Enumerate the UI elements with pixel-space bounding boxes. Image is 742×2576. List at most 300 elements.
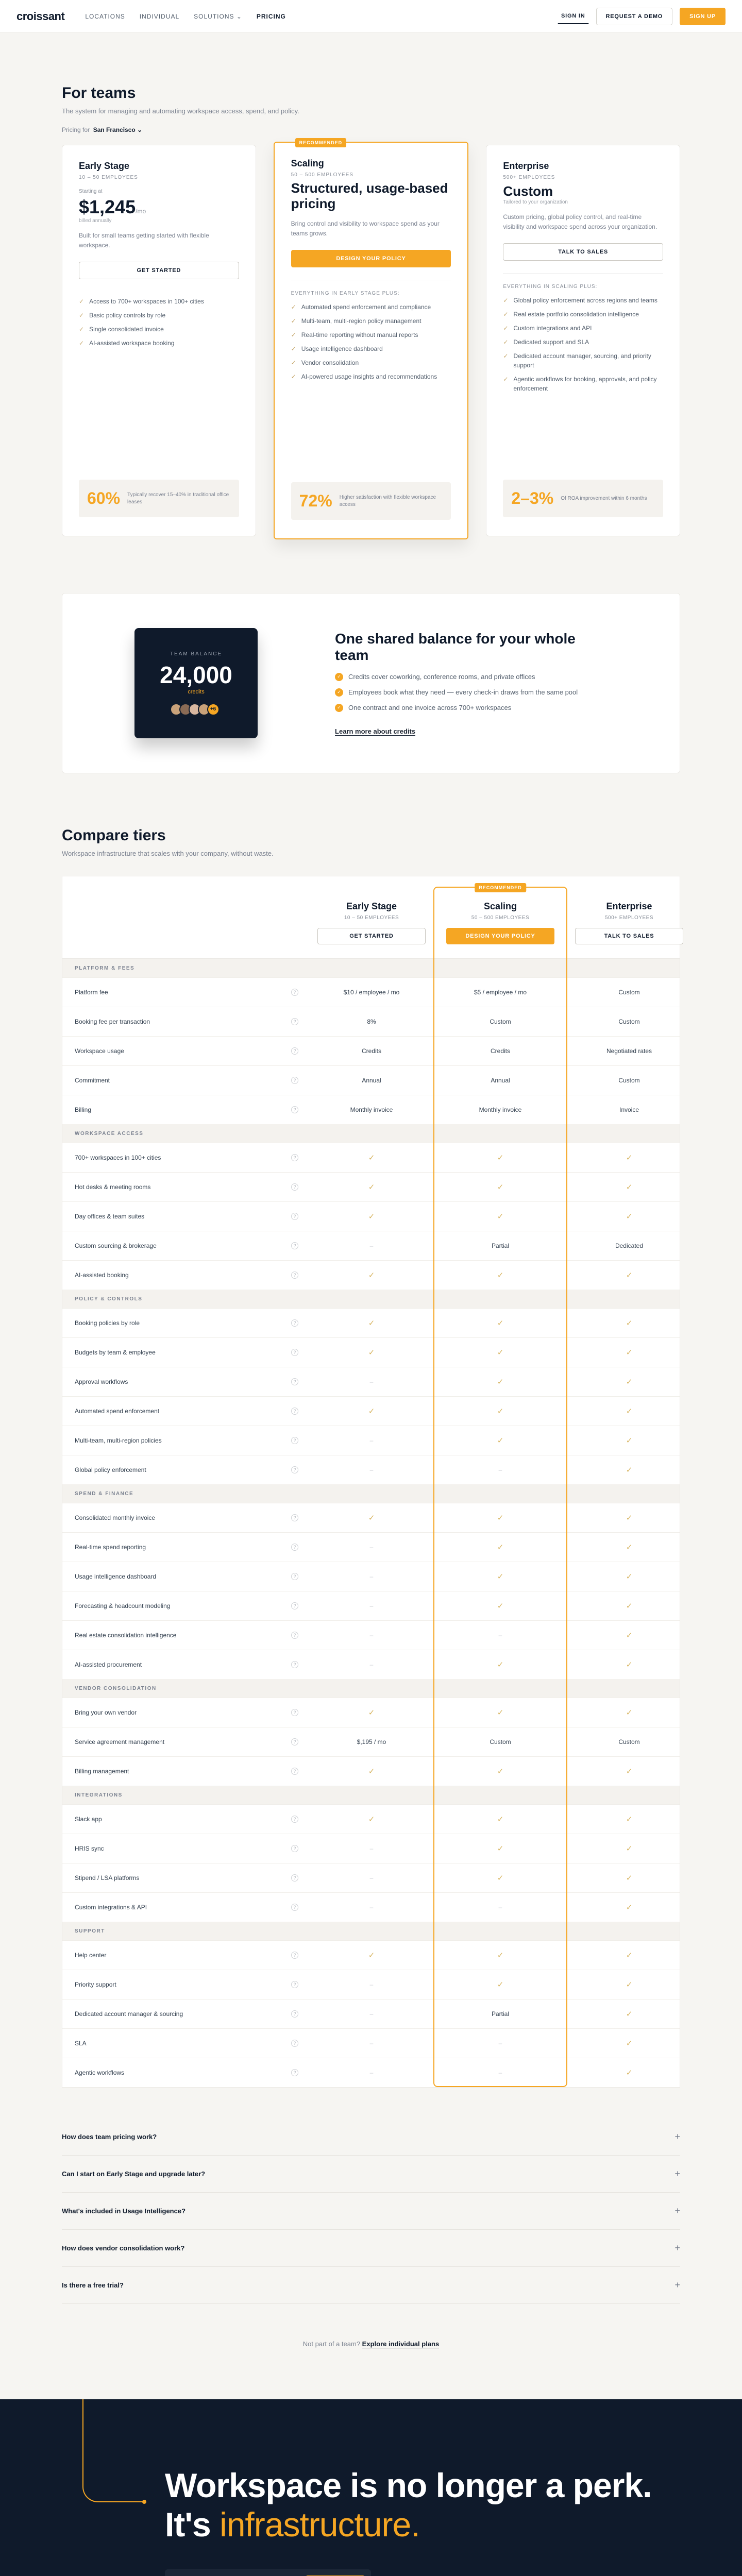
value-cell (310, 1544, 433, 1551)
check-icon: ✓ (368, 1183, 375, 1192)
info-icon[interactable]: ? (291, 1952, 298, 1959)
value-cell (433, 1242, 567, 1249)
value-cell (433, 1767, 567, 1776)
feature-text: Real-time reporting without manual reports (301, 331, 418, 339)
value-cell (433, 1951, 567, 1960)
table-row (62, 1143, 680, 1172)
value-cell (310, 1573, 433, 1580)
value-cell (433, 1436, 567, 1445)
avatar-more: +6 (207, 703, 220, 716)
nav-link[interactable]: INDIVIDUAL (139, 12, 180, 20)
top-nav (0, 0, 742, 33)
check-icon: ✓ (291, 359, 296, 367)
check-icon: ✓ (497, 1514, 504, 1522)
dash-icon: – (369, 1378, 374, 1385)
value-cell (310, 1153, 433, 1162)
plan-card-early (62, 145, 256, 536)
info-icon[interactable]: ? (291, 1514, 298, 1521)
tier-name: Enterprise (606, 901, 652, 911)
faq-item[interactable] (62, 2119, 680, 2156)
value-cell (310, 1182, 433, 1192)
table-row (62, 1231, 680, 1260)
feature-name: Real estate consolidation intelligence (75, 1632, 177, 1639)
compare-title: Compare tiers (62, 827, 166, 844)
info-icon[interactable]: ? (291, 1437, 298, 1444)
dash-icon: – (369, 1242, 374, 1249)
feature-cell (62, 1018, 310, 1025)
feature-cell (62, 1047, 310, 1055)
info-icon[interactable]: ? (291, 1709, 298, 1716)
check-icon: ✓ (291, 303, 296, 311)
table-row (62, 1007, 680, 1036)
city-selector[interactable]: San Francisco ⌄ (93, 126, 143, 133)
talk-to-sales-button[interactable]: TALK TO SALES (503, 243, 663, 261)
check-icon: ✓ (626, 1212, 633, 1221)
feature-text: AI-assisted workspace booking (89, 340, 175, 347)
feature-text: Single consolidated invoice (89, 326, 164, 333)
info-icon[interactable]: ? (291, 1319, 298, 1327)
credits-title: One shared balance for your whole team (335, 630, 576, 663)
info-icon[interactable]: ? (291, 1632, 298, 1639)
table-row (62, 1698, 680, 1727)
faq-question: How does team pricing work? (62, 2133, 157, 2141)
info-icon[interactable]: ? (291, 1106, 298, 1113)
check-icon: ✓ (497, 1844, 504, 1853)
plan-name: Scaling (291, 158, 324, 168)
info-icon[interactable]: ? (291, 1018, 298, 1025)
info-icon[interactable]: ? (291, 1047, 298, 1055)
individual-plans-link[interactable]: Explore individual plans (362, 2340, 440, 2348)
dash-icon: – (369, 1602, 374, 1609)
feature-name: Real-time spend reporting (75, 1544, 146, 1551)
feature-cell (62, 1213, 310, 1220)
value-cell (310, 1348, 433, 1357)
design-policy-button[interactable]: DESIGN YOUR POLICY (291, 250, 451, 267)
demo-form (165, 2569, 371, 2576)
value-text: Custom (618, 1018, 640, 1025)
value-cell (433, 1106, 567, 1113)
feature-text: AI-powered usage insights and recommendations (301, 373, 437, 381)
plus-icon: + (674, 2206, 680, 2216)
feature-item (503, 310, 663, 319)
info-icon[interactable]: ? (291, 2069, 298, 2076)
value-cell (310, 1874, 433, 1882)
value-cell (433, 1738, 567, 1745)
value-text: Custom (490, 1738, 511, 1745)
value-cell (433, 1182, 567, 1192)
value-cell (567, 1631, 691, 1640)
info-icon[interactable]: ? (291, 1845, 298, 1852)
feature-cell (62, 1077, 310, 1084)
recommended-badge: RECOMMENDED (295, 138, 347, 147)
check-icon: ✓ (497, 1708, 504, 1717)
feature-cell (62, 1349, 310, 1356)
teams-title: For teams (62, 84, 136, 101)
feature-text: Global policy enforcement across regions and teams (513, 297, 657, 304)
value-cell (433, 2069, 567, 2076)
plan-name: Enterprise (503, 161, 549, 171)
feature-text: Custom integrations and API (513, 325, 592, 332)
check-icon: ✓ (335, 688, 343, 697)
value-cell (310, 1513, 433, 1522)
feature-cell (62, 2040, 310, 2047)
feature-cell (62, 2010, 310, 2018)
info-icon[interactable]: ? (291, 1466, 298, 1473)
feature-name: Day offices & team suites (75, 1213, 145, 1220)
feature-item (79, 338, 239, 348)
info-icon[interactable]: ? (291, 1408, 298, 1415)
value-cell (310, 989, 433, 996)
info-icon[interactable]: ? (291, 1661, 298, 1668)
check-icon: ✓ (368, 1767, 375, 1776)
feature-cell (62, 1738, 310, 1745)
feature-text: Basic policy controls by role (89, 312, 166, 319)
dash-icon: – (369, 1466, 374, 1473)
plan-price: $1,245/mo (79, 196, 146, 217)
feature-item (79, 311, 239, 320)
table-row (62, 1620, 680, 1650)
plan-tagline: Tailored to your organization (503, 199, 568, 205)
value-text: $5 / employee / mo (474, 989, 527, 996)
feature-name: Billing (75, 1106, 92, 1113)
table-row (62, 1727, 680, 1756)
info-icon[interactable]: ? (291, 1154, 298, 1161)
table-row (62, 1591, 680, 1620)
features-head: EVERYTHING IN EARLY STAGE PLUS: (291, 280, 451, 296)
info-icon[interactable]: ? (291, 1874, 298, 1882)
value-cell (567, 1844, 691, 1853)
plan-employees: 500+ EMPLOYEES (503, 175, 555, 180)
feature-cell (62, 1632, 310, 1639)
info-icon[interactable]: ? (291, 1602, 298, 1609)
nav-link[interactable]: SOLUTIONS ⌄ (194, 12, 242, 20)
value-text: Credits (361, 1047, 381, 1055)
value-cell (567, 989, 691, 996)
check-icon: ✓ (291, 331, 296, 339)
info-icon[interactable]: ? (291, 1183, 298, 1191)
check-icon: ✓ (368, 1154, 375, 1162)
feature-name: Priority support (75, 1981, 116, 1988)
check-icon: ✓ (626, 1767, 633, 1776)
value-cell (567, 1106, 691, 1113)
table-row (62, 1532, 680, 1562)
learn-credits-link[interactable]: Learn more about credits (335, 727, 416, 735)
table-row (62, 1999, 680, 2028)
feature-item (503, 296, 663, 305)
check-icon: ✓ (79, 298, 85, 306)
credit-point (335, 704, 608, 712)
value-text: Annual (362, 1077, 381, 1084)
value-cell (310, 1708, 433, 1717)
value-cell (310, 1406, 433, 1416)
info-icon[interactable]: ? (291, 989, 298, 996)
feature-cell (62, 1106, 310, 1113)
recommended-badge: RECOMMENDED (475, 883, 526, 892)
value-cell (433, 1844, 567, 1853)
table-row (62, 1396, 680, 1426)
plan-name: Early Stage (79, 161, 130, 171)
value-cell (310, 2069, 433, 2076)
faq-question: How does vendor consolidation work? (62, 2244, 185, 2252)
check-icon: ✓ (626, 1271, 633, 1280)
value-cell (433, 1318, 567, 1328)
info-icon[interactable]: ? (291, 1213, 298, 1220)
plan-title: Structured, usage-based pricing (291, 180, 448, 211)
feature-name: 700+ workspaces in 100+ cities (75, 1154, 161, 1161)
value-cell (433, 1212, 567, 1221)
feature-text: Usage intelligence dashboard (301, 345, 383, 353)
feature-item (503, 324, 663, 333)
value-cell (567, 1318, 691, 1328)
value-text: 8% (367, 1018, 376, 1025)
info-icon[interactable]: ? (291, 1904, 298, 1911)
feature-name: Slack app (75, 1816, 102, 1823)
value-cell (433, 1708, 567, 1717)
feature-cell (62, 1602, 310, 1609)
get-started-button[interactable]: GET STARTED (79, 262, 239, 279)
feature-name: Consolidated monthly invoice (75, 1514, 156, 1521)
feature-name: Dedicated account manager & sourcing (75, 2010, 183, 2018)
feature-cell (62, 1408, 310, 1415)
faq-item[interactable] (62, 2230, 680, 2267)
teams-subtitle: The system for managing and automating workspace access, spend, and policy. (62, 107, 299, 115)
check-icon: ✓ (626, 1708, 633, 1717)
feature-cell (62, 1768, 310, 1775)
value-text: Credits (490, 1047, 510, 1055)
feature-name: Booking fee per transaction (75, 1018, 150, 1025)
value-text: Dedicated (615, 1242, 644, 1249)
feature-item (291, 344, 451, 353)
credits-points (335, 673, 608, 712)
tier-employees: 500+ EMPLOYEES (605, 915, 653, 921)
feature-item (503, 351, 663, 370)
dash-icon: – (369, 1845, 374, 1852)
value-cell (567, 1815, 691, 1824)
nav-link[interactable]: LOCATIONS (85, 12, 125, 20)
value-cell (433, 1077, 567, 1084)
check-icon: ✓ (626, 1543, 633, 1552)
value-cell (567, 1903, 691, 1912)
check-icon: ✓ (79, 340, 85, 347)
value-cell (567, 2009, 691, 2019)
credit-text: One contract and one invoice across 700+ workspaces (348, 704, 512, 711)
value-cell (310, 1077, 433, 1084)
check-icon: ✓ (497, 1543, 504, 1552)
value-cell (310, 1767, 433, 1776)
dash-icon: – (498, 1632, 502, 1639)
value-cell (433, 1513, 567, 1522)
stat-box: 2–3% Of ROA improvement within 6 months (503, 480, 663, 517)
info-icon[interactable]: ? (291, 1981, 298, 1988)
tier-name: Scaling (483, 901, 517, 911)
value-text: Monthly invoice (479, 1106, 522, 1113)
faq-question: Can I start on Early Stage and upgrade later? (62, 2170, 206, 2178)
get-started-button[interactable]: GET STARTED (317, 928, 426, 944)
table-row (62, 1172, 680, 1201)
check-icon: ✓ (497, 1572, 504, 1581)
credit-text: Credits cover coworking, conference rooms, and private offices (348, 673, 535, 681)
value-cell (310, 2010, 433, 2018)
value-text: Annual (491, 1077, 510, 1084)
value-cell (310, 1018, 433, 1025)
talk-to-sales-button[interactable]: TALK TO SALES (575, 928, 683, 944)
info-icon[interactable]: ? (291, 1378, 298, 1385)
value-cell (310, 1318, 433, 1328)
faq-question: What's included in Usage Intelligence? (62, 2207, 186, 2215)
check-icon: ✓ (626, 1514, 633, 1522)
value-cell (433, 2040, 567, 2047)
value-text: $10 / employee / mo (343, 989, 400, 996)
feature-cell (62, 1466, 310, 1473)
pricing-for: Pricing for San Francisco ⌄ (62, 126, 143, 133)
feature-item (291, 372, 451, 381)
group-header: PLATFORM & FEES (62, 959, 680, 977)
check-icon: ✓ (497, 1348, 504, 1357)
table-row (62, 1426, 680, 1455)
check-icon: ✓ (503, 352, 509, 360)
value-cell (310, 1106, 433, 1113)
value-cell (433, 1632, 567, 1639)
value-cell (567, 1513, 691, 1522)
check-icon: ✓ (368, 1319, 375, 1328)
tier-name: Early Stage (346, 901, 397, 911)
request-demo-button[interactable]: REQUEST A DEMO (596, 8, 673, 25)
check-icon: ✓ (497, 1436, 504, 1445)
dash-icon: – (498, 2040, 502, 2047)
value-cell (433, 1572, 567, 1581)
check-icon: ✓ (626, 1183, 633, 1192)
credit-point (335, 688, 608, 697)
table-row (62, 1940, 680, 1970)
info-icon[interactable]: ? (291, 1349, 298, 1356)
feature-name: Booking policies by role (75, 1319, 140, 1327)
value-text: Custom (490, 1018, 511, 1025)
value-cell (567, 1660, 691, 1669)
plan-card-enterprise (486, 145, 680, 536)
feature-list (79, 297, 239, 352)
value-cell (567, 1951, 691, 1960)
feature-cell (62, 1183, 310, 1191)
nav-link[interactable]: PRICING (256, 12, 286, 20)
feature-name: HRIS sync (75, 1845, 104, 1852)
check-icon: ✓ (497, 1407, 504, 1416)
feature-cell (62, 1319, 310, 1327)
sign-in-link[interactable]: SIGN IN (558, 9, 589, 24)
check-icon: ✓ (291, 373, 296, 381)
table-row (62, 977, 680, 1007)
feature-name: Stipend / LSA platforms (75, 1874, 140, 1882)
plan-desc: Custom pricing, global policy control, and real-time visibility and workspace spend across your organization. (503, 213, 657, 231)
design-policy-button[interactable]: DESIGN YOUR POLICY (446, 928, 554, 944)
info-icon[interactable]: ? (291, 1738, 298, 1745)
dash-icon: – (369, 2010, 374, 2018)
info-icon[interactable]: ? (291, 1242, 298, 1249)
compare-table (62, 876, 680, 2088)
feature-cell (62, 1709, 310, 1716)
check-icon: ✓ (497, 1212, 504, 1221)
feature-name: Hot desks & meeting rooms (75, 1183, 151, 1191)
check-icon: ✓ (626, 1436, 633, 1445)
info-icon[interactable]: ? (291, 2040, 298, 2047)
check-icon: ✓ (626, 1951, 633, 1960)
dash-icon: – (369, 1661, 374, 1668)
dash-icon: – (369, 1437, 374, 1444)
check-icon: ✓ (626, 1660, 633, 1669)
individual-plans-note: Not part of a team? Explore individual plans (302, 2340, 440, 2348)
sign-up-button[interactable]: SIGN UP (680, 8, 726, 25)
value-text: Invoice (619, 1106, 639, 1113)
check-icon: ✓ (626, 1602, 633, 1611)
plus-icon: + (674, 2131, 680, 2142)
table-row (62, 1863, 680, 1892)
value-cell (567, 1465, 691, 1475)
info-icon[interactable]: ? (291, 1768, 298, 1775)
feature-text: Vendor consolidation (301, 359, 359, 367)
value-text: Monthly invoice (350, 1106, 393, 1113)
check-icon: ✓ (626, 1903, 633, 1912)
value-cell (567, 1572, 691, 1581)
plan-desc: Bring control and visibility to workspace spend as your teams grows. (291, 219, 440, 237)
value-cell (310, 1904, 433, 1911)
feature-name: Billing management (75, 1768, 129, 1775)
info-icon[interactable]: ? (291, 1272, 298, 1279)
feature-name: Usage intelligence dashboard (75, 1573, 157, 1580)
value-cell (310, 1378, 433, 1385)
check-icon: ✓ (368, 1271, 375, 1280)
value-cell (567, 1406, 691, 1416)
check-icon: ✓ (626, 1466, 633, 1475)
check-icon: ✓ (626, 1378, 633, 1386)
team-balance-card (134, 628, 258, 738)
group-header: INTEGRATIONS (62, 1786, 680, 1804)
feature-cell (62, 1242, 310, 1249)
feature-cell (62, 2069, 310, 2076)
table-row (62, 1201, 680, 1231)
value-cell (567, 1543, 691, 1552)
dash-icon: – (498, 1904, 502, 1911)
feature-item (291, 302, 451, 312)
faq-item[interactable] (62, 2156, 680, 2193)
cta-heading: Workspace is no longer a perk. It's infrastructure. (165, 2466, 652, 2544)
value-cell (310, 1661, 433, 1668)
check-icon: ✓ (368, 1708, 375, 1717)
feature-name: Custom sourcing & brokerage (75, 1242, 157, 1249)
billing-note: billed annually (79, 218, 112, 224)
feature-name: AI-assisted booking (75, 1272, 129, 1279)
logo[interactable]: croissant (16, 9, 65, 23)
table-row (62, 1367, 680, 1396)
value-cell (433, 1153, 567, 1162)
table-row (62, 1036, 680, 1065)
stat-box: 60% Typically recover 15–40% in traditional office leases (79, 480, 239, 517)
info-icon[interactable]: ? (291, 2010, 298, 2018)
dash-icon: – (498, 2069, 502, 2076)
value-cell (310, 1738, 433, 1745)
info-icon[interactable]: ? (291, 1573, 298, 1580)
value-text: Custom (618, 1738, 640, 1745)
check-icon: ✓ (368, 1407, 375, 1416)
faq-item[interactable] (62, 2193, 680, 2230)
info-icon[interactable]: ? (291, 1816, 298, 1823)
info-icon[interactable]: ? (291, 1077, 298, 1084)
credits-section (62, 593, 680, 773)
table-row (62, 1892, 680, 1922)
info-icon[interactable]: ? (291, 1544, 298, 1551)
dash-icon: – (369, 2040, 374, 2047)
faq-item[interactable] (62, 2267, 680, 2304)
value-cell (433, 1018, 567, 1025)
check-icon: ✓ (626, 2069, 633, 2077)
